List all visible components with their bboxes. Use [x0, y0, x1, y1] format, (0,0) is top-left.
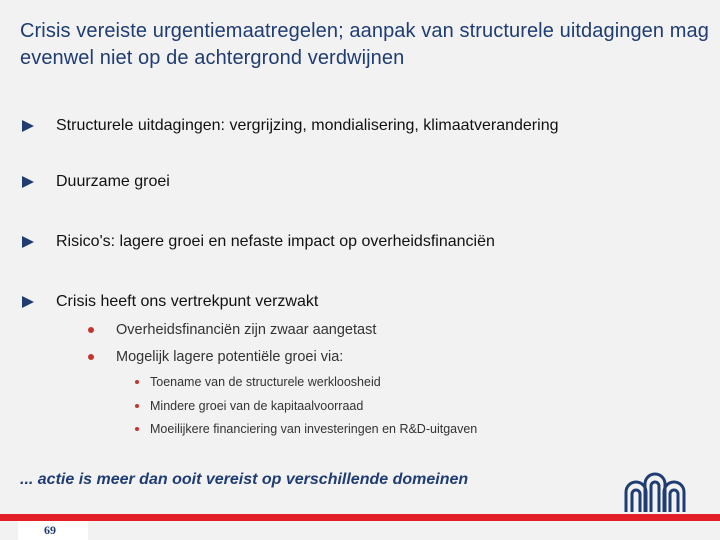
bullet-text: Risico's: lagere groei en nefaste impact op overheidsfinanciën — [56, 233, 495, 250]
small-dot-bullet-icon — [135, 404, 139, 408]
footer-accent-bar — [0, 514, 720, 521]
arrow-bullet-icon — [22, 296, 34, 308]
arrow-bullet-icon — [22, 120, 34, 132]
small-dot-bullet-icon — [135, 427, 139, 431]
dot-bullet-icon — [88, 354, 94, 360]
arrow-bullet-icon — [22, 176, 34, 188]
sub-sub-bullet-item — [135, 422, 477, 436]
bullet-item — [22, 117, 558, 135]
sub-sub-bullet-text: Toename van de structurele werkloosheid — [150, 375, 381, 389]
bullet-item — [22, 233, 495, 251]
bullet-text: Duurzame groei — [56, 173, 170, 190]
small-dot-bullet-icon — [135, 380, 139, 384]
sub-bullet-text: Overheidsfinanciën zijn zwaar aangetast — [116, 322, 377, 338]
sub-bullet-text: Mogelijk lagere potentiële groei via: — [116, 349, 344, 365]
conclusion-text: ... actie is meer dan ooit vereist op verschillende domeinen — [20, 471, 469, 488]
sub-sub-bullet-text: Mindere groei van de kapitaalvoorraad — [150, 399, 364, 413]
bullet-text: Structurele uitdagingen: vergrijzing, mondialisering, klimaatverandering — [56, 117, 559, 134]
bullet-item — [22, 293, 318, 311]
institution-logo-icon — [622, 470, 688, 514]
sub-sub-bullet-item — [135, 399, 363, 413]
bullet-item — [22, 173, 170, 191]
dot-bullet-icon — [88, 327, 94, 333]
sub-sub-bullet-item — [135, 375, 381, 389]
sub-bullet-item — [88, 322, 376, 338]
sub-bullet-item — [88, 349, 343, 365]
slide-title: Crisis vereiste urgentiemaatregelen; aanpak van structurele uitdagingen mag evenwel niet op de achtergrond verdwijnen — [20, 20, 709, 69]
page-number: 69 — [44, 523, 56, 537]
sub-sub-bullet-text: Moeilijkere financiering van investeringen en R&D-uitgaven — [150, 422, 478, 436]
arrow-bullet-icon — [22, 236, 34, 248]
bullet-text: Crisis heeft ons vertrekpunt verzwakt — [56, 293, 319, 310]
